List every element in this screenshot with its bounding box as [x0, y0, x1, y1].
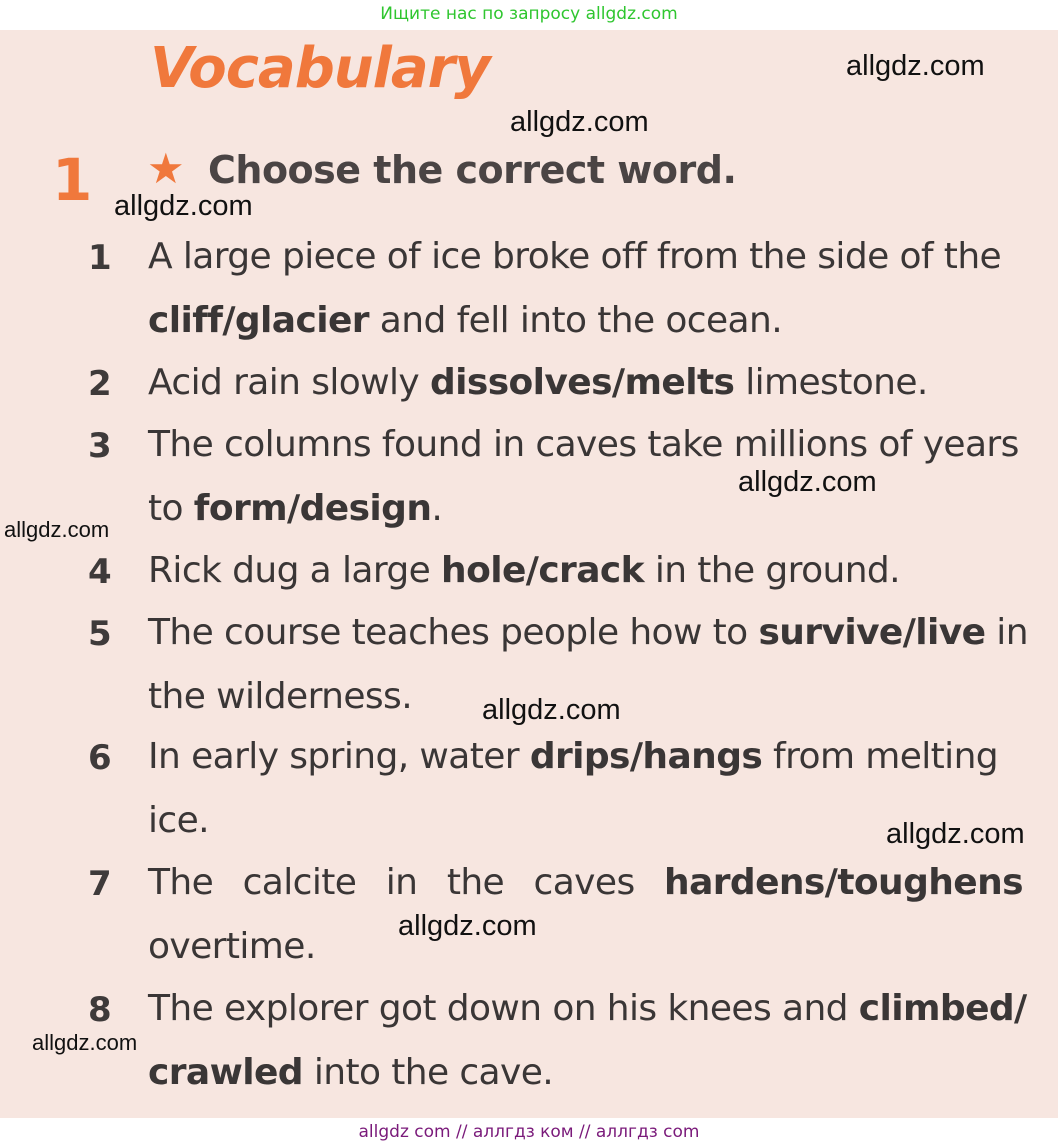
exercise-instruction: Choose the correct word. — [208, 148, 737, 192]
item-text: The explorer got down on his knees and climbed/ — [148, 988, 1027, 1029]
answer-choice: hole/crack — [441, 550, 644, 591]
item-text: Rick dug a large hole/crack in the ground. — [148, 550, 901, 591]
answer-choice: form/design — [193, 488, 432, 529]
item-number: 8 — [88, 990, 112, 1030]
item-text: ice. — [148, 800, 209, 841]
item-text: A large piece of ice broke off from the side of the — [148, 236, 1002, 277]
item-text: cliff/glacier and fell into the ocean. — [148, 300, 783, 341]
watermark: allgdz.com — [482, 694, 621, 726]
watermark: allgdz.com — [846, 50, 985, 82]
item-text: overtime. — [148, 926, 316, 967]
item-number: 4 — [88, 552, 112, 592]
item-number: 3 — [88, 426, 112, 466]
answer-choice: cliff/glacier — [148, 300, 369, 341]
item-text: crawled into the cave. — [148, 1052, 554, 1093]
star-icon: ★ — [147, 144, 185, 193]
watermark: allgdz.com — [114, 190, 253, 222]
answer-choice: drips/hangs — [529, 736, 763, 777]
item-number: 1 — [88, 238, 112, 278]
item-text: In early spring, water drips/hangs from melting — [148, 736, 999, 777]
item-text: to form/design. — [148, 488, 443, 529]
item-number: 5 — [88, 614, 112, 654]
exercise-number: 1 — [52, 146, 93, 214]
answer-choice: survive/live — [758, 612, 986, 653]
textbook-page — [0, 30, 1058, 1118]
page-title: Vocabulary — [150, 36, 490, 101]
top-banner[interactable]: Ищите нас по запросу allgdz.com — [0, 0, 1058, 30]
item-text: The calcite in the caves hardens/toughens — [148, 862, 1023, 903]
item-number: 6 — [88, 738, 112, 778]
watermark: allgdz.com — [4, 517, 110, 542]
answer-choice: crawled — [148, 1052, 303, 1093]
item-text: the wilderness. — [148, 676, 413, 717]
bottom-banner[interactable]: allgdz com // аллгдз ком // аллгдз com — [0, 1118, 1058, 1148]
item-text: The course teaches people how to survive/live in — [148, 612, 1028, 653]
item-text: The columns found in caves take millions of years — [148, 424, 1019, 465]
answer-choice: hardens/toughens — [664, 862, 1023, 903]
answer-choice: dissolves/melts — [429, 362, 735, 403]
answer-choice: climbed/ — [858, 988, 1027, 1029]
watermark: allgdz.com — [886, 818, 1025, 850]
item-text: Acid rain slowly dissolves/melts limestone. — [148, 362, 928, 403]
item-number: 2 — [88, 364, 112, 404]
watermark: allgdz.com — [510, 106, 649, 138]
item-number: 7 — [88, 864, 112, 904]
watermark: allgdz.com — [398, 910, 537, 942]
watermark: allgdz.com — [738, 466, 877, 498]
watermark: allgdz.com — [32, 1030, 138, 1055]
